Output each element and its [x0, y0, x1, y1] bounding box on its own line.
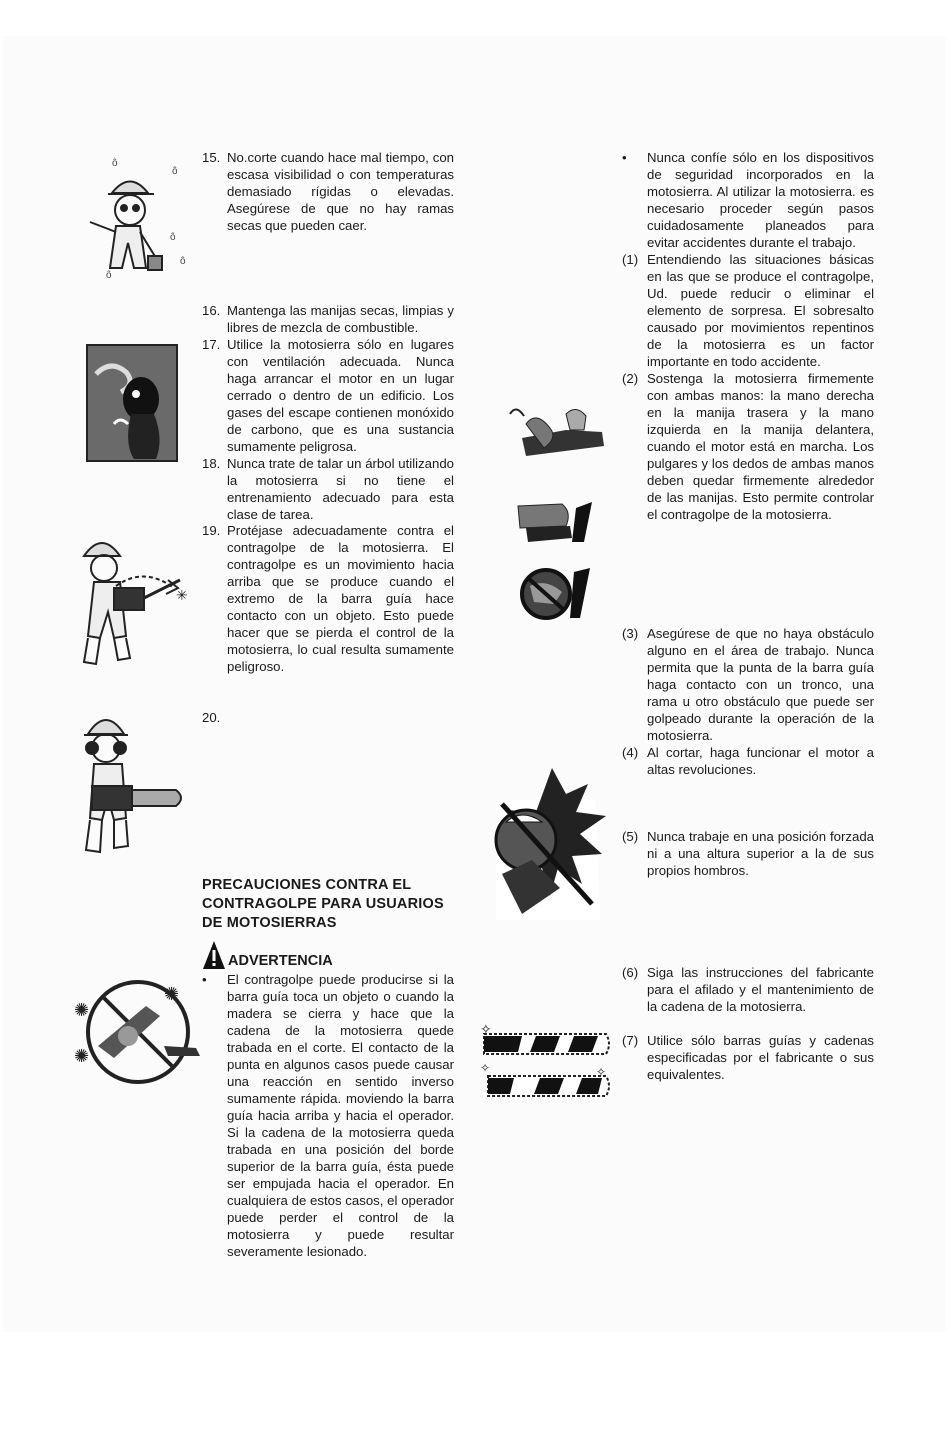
- item-number: 16.: [202, 303, 221, 318]
- svg-text:ô: ô: [106, 270, 112, 281]
- item-text: Siga las instrucciones del fabricante para el afilado y el mantenimiento de la cadena de la motosierra.: [647, 965, 874, 1014]
- item-text: Entendiendo las situaciones básicas en las que se produce el contragolpe, Ud. puede reducir o eliminar el elemento de sorpresa. El sobresalto causado por movimientos repentinos de la motosierra es un factor importante en todo accidente.: [647, 252, 874, 369]
- guide-bars-and-chains-illustration: [478, 1022, 614, 1112]
- bullet: •: [622, 150, 627, 165]
- item-text: Mantenga las manijas secas, limpias y libres de mezcla de combustible.: [227, 303, 454, 335]
- list-item: [202, 336, 454, 455]
- list-item: [622, 744, 874, 778]
- item-number: (1): [622, 252, 639, 267]
- bullet: •: [202, 972, 207, 987]
- svg-text:✧: ✧: [480, 1022, 492, 1037]
- item-number: (4): [622, 745, 639, 760]
- svg-text:✧: ✧: [480, 1061, 491, 1075]
- list-item: [202, 302, 454, 336]
- no-overhead-cutting-illustration: [492, 764, 610, 924]
- two-hands-grip-illustration: [506, 394, 612, 468]
- item-number: 20.: [202, 710, 221, 725]
- item-number: (5): [622, 829, 639, 844]
- exhaust-fumes-illustration: [86, 344, 178, 462]
- svg-text:✺: ✺: [74, 1000, 90, 1020]
- item-text: Protéjase adecuadamente contra el contragolpe de la motosierra. El contragolpe es un movimiento hacia arriba que se produce cuando el extremo de la barra guía hace contacto con un objeto. Esto puede hacer que se pierda el control de la motosierra, lo cual resulta sumamente peligroso.: [227, 523, 454, 674]
- svg-text:✳: ✳: [176, 587, 188, 603]
- kickback-worker-illustration: [80, 526, 198, 668]
- item-text: Sostenga la motosierra firmemente con ambas manos: la mano derecha en la manija trasera y la mano izquierda en la manija delantera, cuando el motor está en marcha. Los pulgares y los dedos de ambas manos deben quedar firmemente alrededor de las manijas. Esto permite controlar el contragolpe de la motosierra.: [647, 371, 874, 522]
- svg-text:✺: ✺: [164, 984, 180, 1004]
- item-number: (7): [622, 1033, 639, 1048]
- list-item: [622, 251, 874, 370]
- bad-weather-worker-illustration: [82, 148, 192, 288]
- warning-triangle-icon: [202, 940, 226, 970]
- svg-text:ô: ô: [112, 158, 118, 169]
- item-number: 17.: [202, 337, 221, 352]
- list-item: [622, 828, 874, 879]
- item-number: 19.: [202, 523, 221, 538]
- warning-text: El contragolpe puede producirse si la barra guía toca un objeto o cuando la madera se cierra y hace que la cadena de la motosierra quede trabada en el corte. El contacto de la punta en algunos casos puede causar una reacción en sentido inverso sumamente rápida. moviendo la barra guía hacia arriba y hacia el operador. Si la cadena de la motosierra queda trabada en una posición del borde superior de la barra guía, ésta puede ser empujada hacia el operador. En cualquiera de estos casos, el operador puede perder el control de la motosierra y puede resultar severamente lesionado.: [227, 972, 454, 1259]
- list-item: [622, 1032, 874, 1083]
- svg-text:ô: ô: [170, 232, 176, 243]
- svg-text:ô: ô: [180, 256, 186, 267]
- item-number: (3): [622, 626, 639, 641]
- item-number: 15.: [202, 150, 221, 165]
- list-item: [202, 522, 454, 675]
- item-text: Utilice la motosierra sólo en lugares con ventilación adecuada. Nunca haga arrancar el motor en un lugar cerrado o dentro de un edificio. Los gases del escape contienen monóxido de carbono, que es una sustancia sumamente peligrosa.: [227, 337, 454, 454]
- list-item: [622, 964, 874, 1015]
- intro-paragraph: [622, 149, 874, 251]
- intro-text: Nunca confíe sólo en los dispositivos de seguridad incorporados en la motosierra. Al utilizar la motosierra. es necesario proceder según pasos cuidadosamente planeados para evitar accidentes durante el trabajo.: [647, 150, 874, 250]
- list-item: [202, 455, 454, 523]
- item-text: Asegúrese de que no haya obstáculo alguno en el área de trabajo. Nunca permita que la punta de la barra guía haga contacto con un tronco, una rama u otro obstáculo que puede ser golpeado durante la operación de la motosierra.: [647, 626, 874, 743]
- section-heading: PRECAUCIONES CONTRA EL CONTRAGOLPE PARA USUARIOS DE MOTOSIERRAS: [202, 877, 444, 931]
- item-text: No.corte cuando hace mal tiempo, con escasa visibilidad o con temperaturas demasiado rígidas o elevadas. Asegúrese de que no hay ramas secas que pueden caer.: [227, 150, 454, 233]
- worker-with-chainsaw-illustration: [80, 706, 188, 856]
- svg-text:ô: ô: [172, 166, 178, 177]
- correct-grip-illustration: [512, 498, 598, 548]
- item-number: (2): [622, 371, 639, 386]
- item-text: Al cortar, haga funcionar el motor a altas revoluciones.: [647, 745, 874, 777]
- item-number: 18.: [202, 456, 221, 471]
- no-kickback-sign-illustration: [68, 976, 208, 1088]
- list-item: [622, 370, 874, 523]
- item-text: Nunca trate de talar un árbol utilizando la motosierra si no tiene el entrenamiento adecuado para esta clase de tarea.: [227, 456, 454, 522]
- svg-text:✺: ✺: [74, 1046, 90, 1066]
- svg-text:✧: ✧: [596, 1065, 607, 1079]
- list-item: [202, 149, 454, 234]
- warning-paragraph: [202, 971, 454, 1260]
- warning-label: ADVERTENCIA: [228, 953, 333, 969]
- item-text: Nunca trabaje en una posición forzada ni a una altura superior a la de sus propios hombros.: [647, 829, 874, 878]
- item-number: (6): [622, 965, 639, 980]
- warning-header: [202, 940, 462, 970]
- list-item: [622, 625, 874, 744]
- item-text: Utilice sólo barras guías y cadenas especificadas por el fabricante o sus equivalentes.: [647, 1033, 874, 1082]
- wrong-grip-prohibited-illustration: [514, 566, 598, 622]
